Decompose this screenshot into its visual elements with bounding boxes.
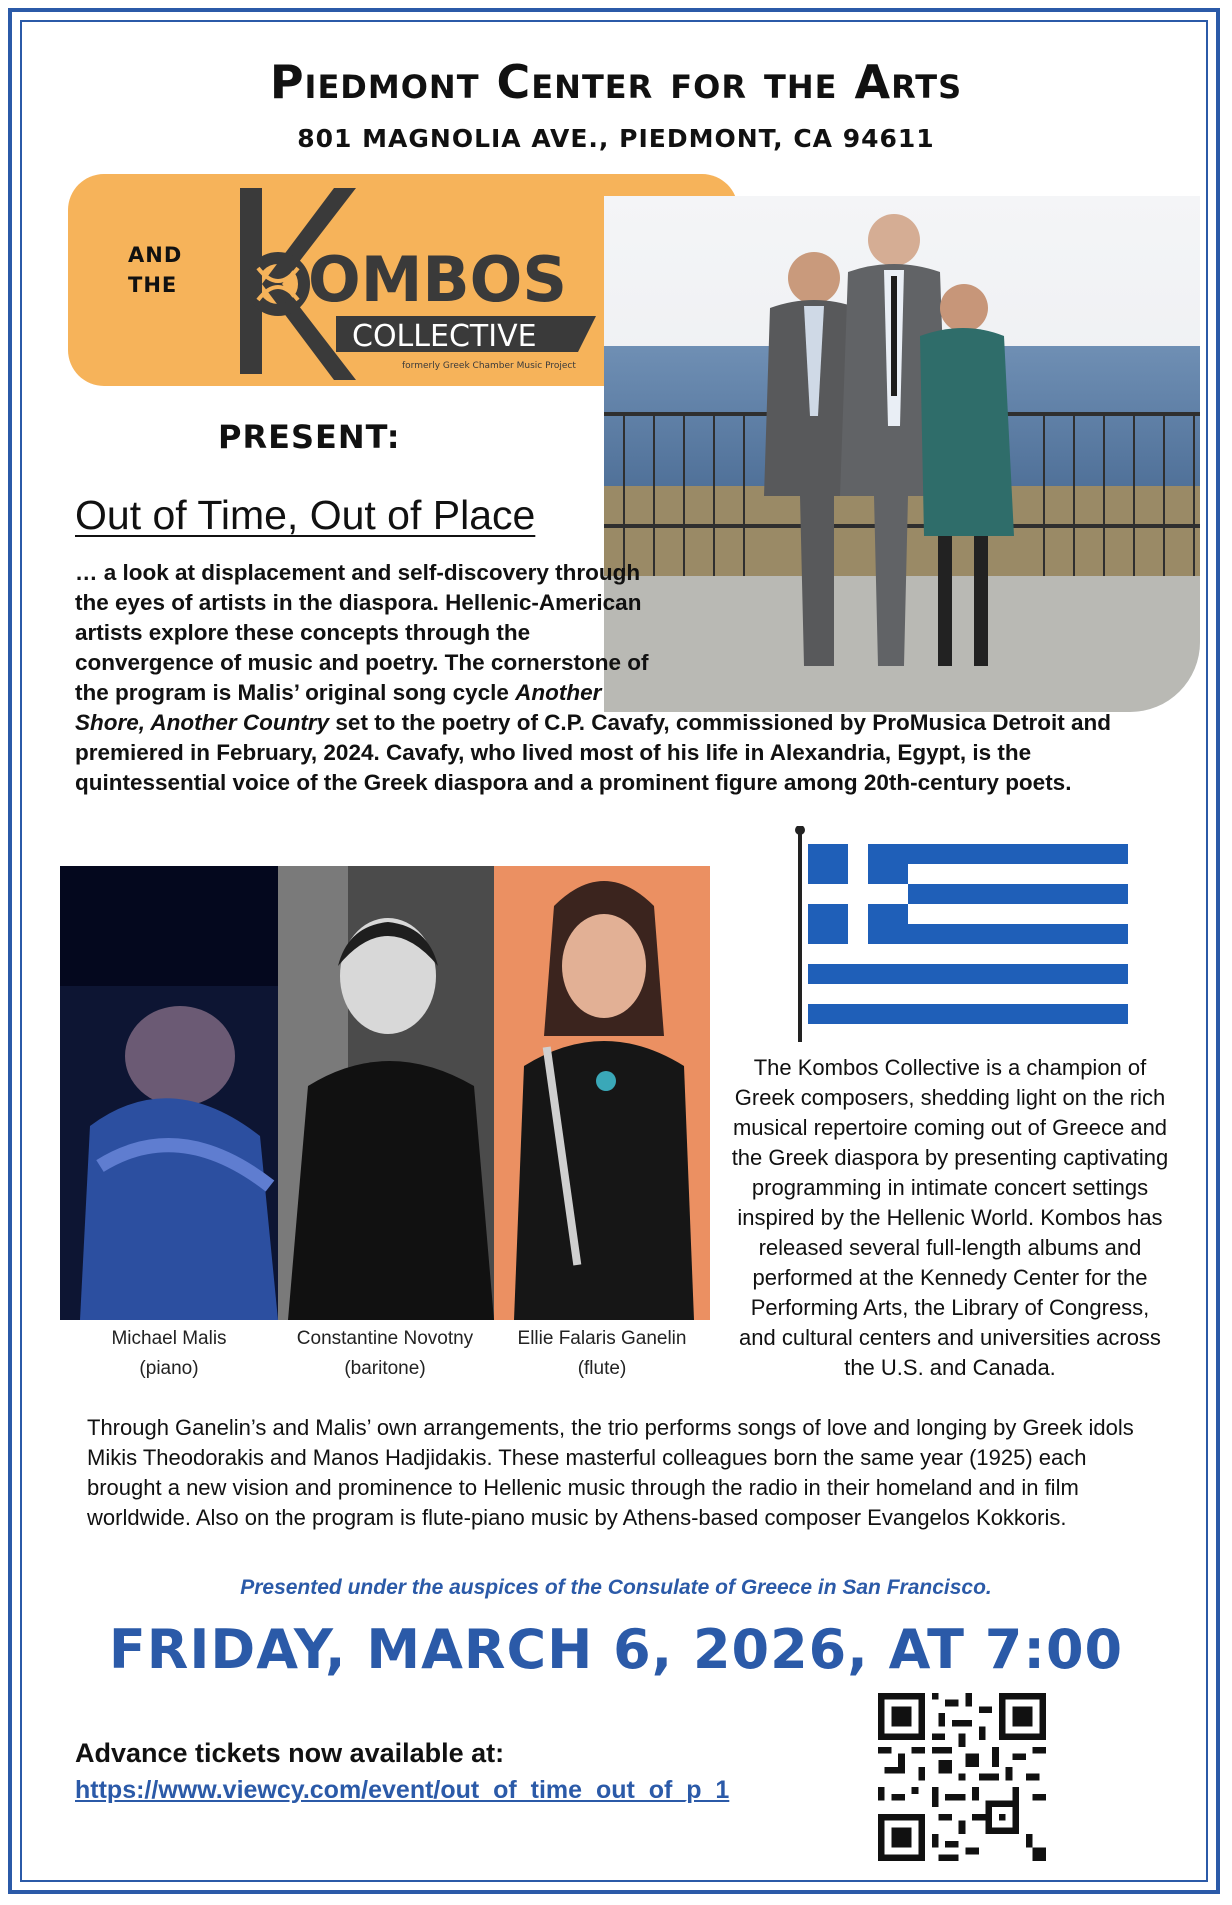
performer-role: (piano) [139, 1358, 199, 1379]
performer-name: Constantine Novotny [296, 1328, 474, 1349]
performer-name: Michael Malis [111, 1328, 227, 1349]
logo-name: OMBOS [308, 243, 568, 316]
qr-code-icon[interactable] [878, 1693, 1046, 1861]
venue-title: Piedmont Center for the Arts [269, 55, 963, 109]
logo-and-the [128, 240, 182, 300]
about-kombos: The Kombos Collective is a champion of Greek composers, shedding light on the rich musical repertoire coming out of Greece and the Greek diaspora by presenting captivating programming in intimate concert settings inspired by the Hellenic World. Kombos has released several full-length albums and performed at the Kennedy Center for the Performing Arts, the Library of Congress, and cultural centers and universities across the U.S. and Canada. [731, 1055, 1169, 1380]
kombos-logo [226, 184, 606, 384]
present-heading: PRESENT: [218, 418, 401, 456]
song-cycle-title: Another Shore, Another Country [75, 680, 602, 735]
tickets-link[interactable]: https://www.viewcy.com/event/out_of_time_out_of_p_1 [75, 1776, 730, 1804]
logo-formerly: formerly Greek Chamber Music Project [402, 361, 576, 371]
auspices-note: Presented under the auspices of the Consulate of Greece in San Francisco. [240, 1576, 992, 1599]
event-date: FRIDAY, MARCH 6, 2026, AT 7:00 [108, 1618, 1124, 1681]
performer-name: Ellie Falaris Ganelin [517, 1328, 687, 1349]
performer-photos [60, 866, 710, 1320]
venue-address: 801 MAGNOLIA AVE., PIEDMONT, CA 94611 [297, 124, 935, 153]
caption-performer-1 [60, 1324, 278, 1384]
greek-flag-icon [790, 826, 1130, 1042]
description-text-1: … a look at displacement and self-discovery through the eyes of artists in the diaspora. Hellenic-American artists explore these concepts through the convergence of music and poetry. The cornerstone of the program is Malis’ original song cycle [75, 560, 649, 705]
performer-role: (baritone) [344, 1358, 426, 1379]
photo-constantine-novotny [278, 866, 494, 1320]
program-details: Through Ganelin’s and Malis’ own arrangements, the trio performs songs of love and longing by Greek idols Mikis Theodorakis and Manos Hadjidakis. These masterful colleagues born the same year (1925) each brought a new vision and prominence to Hellenic music through the radio in their homeland and in film worldwide. Also on the program is flute-piano music by Athens-based composer Evangelos Kokkoris. [87, 1415, 1134, 1530]
photo-michael-malis [60, 866, 278, 1320]
logo-sub: COLLECTIVE [352, 319, 537, 354]
program-description [75, 558, 1160, 798]
description-text-2: set to the poetry of C.P. Cavafy, commissioned by ProMusica Detroit and premiered in February, 2024. Cavafy, who lived most of his life in Alexandria, Egypt, is the quintessential voice of the Greek diaspora and a prominent figure among 20th-century poets. [75, 710, 1112, 795]
tickets-label: Advance tickets now available at: [75, 1738, 505, 1768]
performer-captions [60, 1324, 710, 1384]
performer-role: (flute) [577, 1358, 627, 1379]
caption-performer-3 [494, 1324, 710, 1384]
caption-performer-2 [270, 1324, 500, 1384]
logo-and-text: AND [128, 243, 183, 267]
program-title: Out of Time, Out of Place [75, 492, 536, 538]
logo-the-text: THE [128, 273, 178, 297]
photo-ellie-falaris-ganelin [494, 866, 710, 1320]
